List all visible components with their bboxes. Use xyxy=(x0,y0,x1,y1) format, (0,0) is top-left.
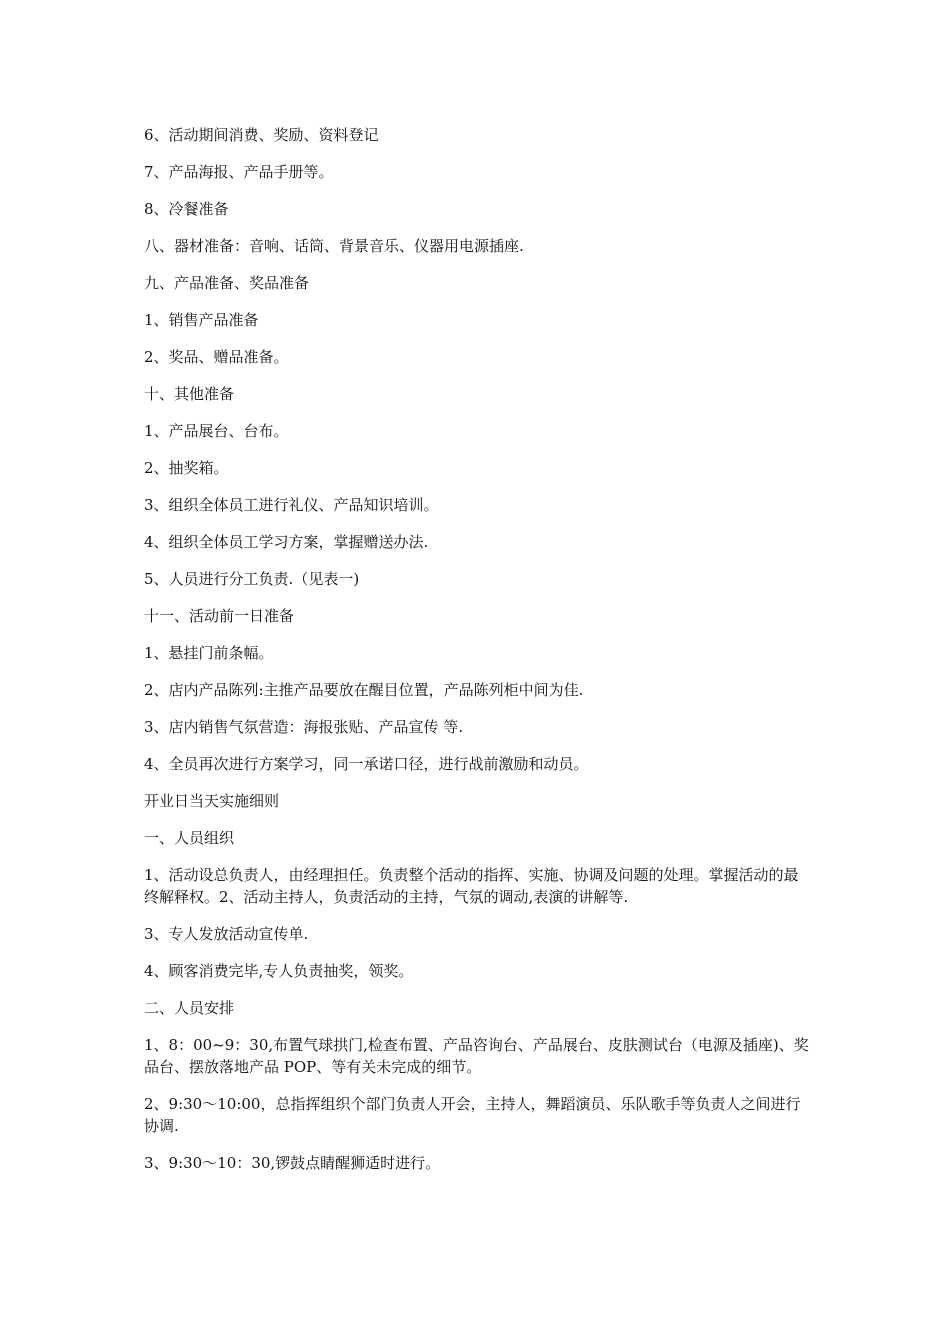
list-item: 7、产品海报、产品手册等。 xyxy=(144,163,334,181)
list-item: 3、店内销售气氛营造：海报张贴、产品宣传 等. xyxy=(144,718,464,736)
section-heading: 十、其他准备 xyxy=(144,385,235,403)
list-item: 2、奖品、赠品准备。 xyxy=(144,348,289,366)
list-item: 1、活动设总负责人，由经理担任。负责整个活动的指挥、实施、协调及问题的处理。掌握活动的最终解释权。2、活动主持人，负责活动的主持，气氛的调动,表演的讲解等. xyxy=(144,866,799,906)
list-item: 4、顾客消费完毕,专人负责抽奖，领奖。 xyxy=(144,962,414,980)
list-item: 1、8：00~9：30,布置气球拱门,检查布置、产品咨询台、产品展台、皮肤测试台（电源及插座)、奖品台、摆放落地产品 POP、等有关未完成的细节。 xyxy=(144,1036,809,1076)
section-heading: 二、人员安排 xyxy=(144,999,235,1017)
list-item: 2、抽奖箱。 xyxy=(144,459,229,477)
list-item: 2、店内产品陈列:主推产品要放在醒目位置，产品陈列柜中间为佳. xyxy=(144,681,584,699)
section-heading: 八、器材准备：音响、话筒、背景音乐、仪器用电源插座. xyxy=(144,237,524,255)
list-item: 3、9:30～10：30,锣鼓点睛醒狮适时进行。 xyxy=(144,1154,441,1172)
list-item: 1、悬挂门前条幅。 xyxy=(144,644,274,662)
section-heading: 开业日当天实施细则 xyxy=(144,792,280,810)
section-heading: 十一、活动前一日准备 xyxy=(144,607,295,625)
section-heading: 一、人员组织 xyxy=(144,829,235,847)
document-body xyxy=(144,124,812,1189)
list-item: 3、组织全体员工进行礼仪、产品知识培训。 xyxy=(144,496,439,514)
list-item: 2、9:30～10:00，总指挥组织个部门负责人开会，主持人，舞蹈演员、乐队歌手等负责人之间进行协调. xyxy=(144,1095,801,1135)
list-item: 4、组织全体员工学习方案，掌握赠送办法. xyxy=(144,533,429,551)
list-item: 1、产品展台、台布。 xyxy=(144,422,289,440)
list-item: 3、专人发放活动宣传单. xyxy=(144,925,309,943)
list-item: 8、冷餐准备 xyxy=(144,200,229,218)
list-item: 6、活动期间消费、奖励、资料登记 xyxy=(144,126,379,144)
list-item: 5、人员进行分工负责.（见表一) xyxy=(144,570,360,588)
section-heading: 九、产品准备、奖品准备 xyxy=(144,274,310,292)
list-item: 1、销售产品准备 xyxy=(144,311,259,329)
list-item: 4、全员再次进行方案学习，同一承诺口径，进行战前激励和动员。 xyxy=(144,755,589,773)
